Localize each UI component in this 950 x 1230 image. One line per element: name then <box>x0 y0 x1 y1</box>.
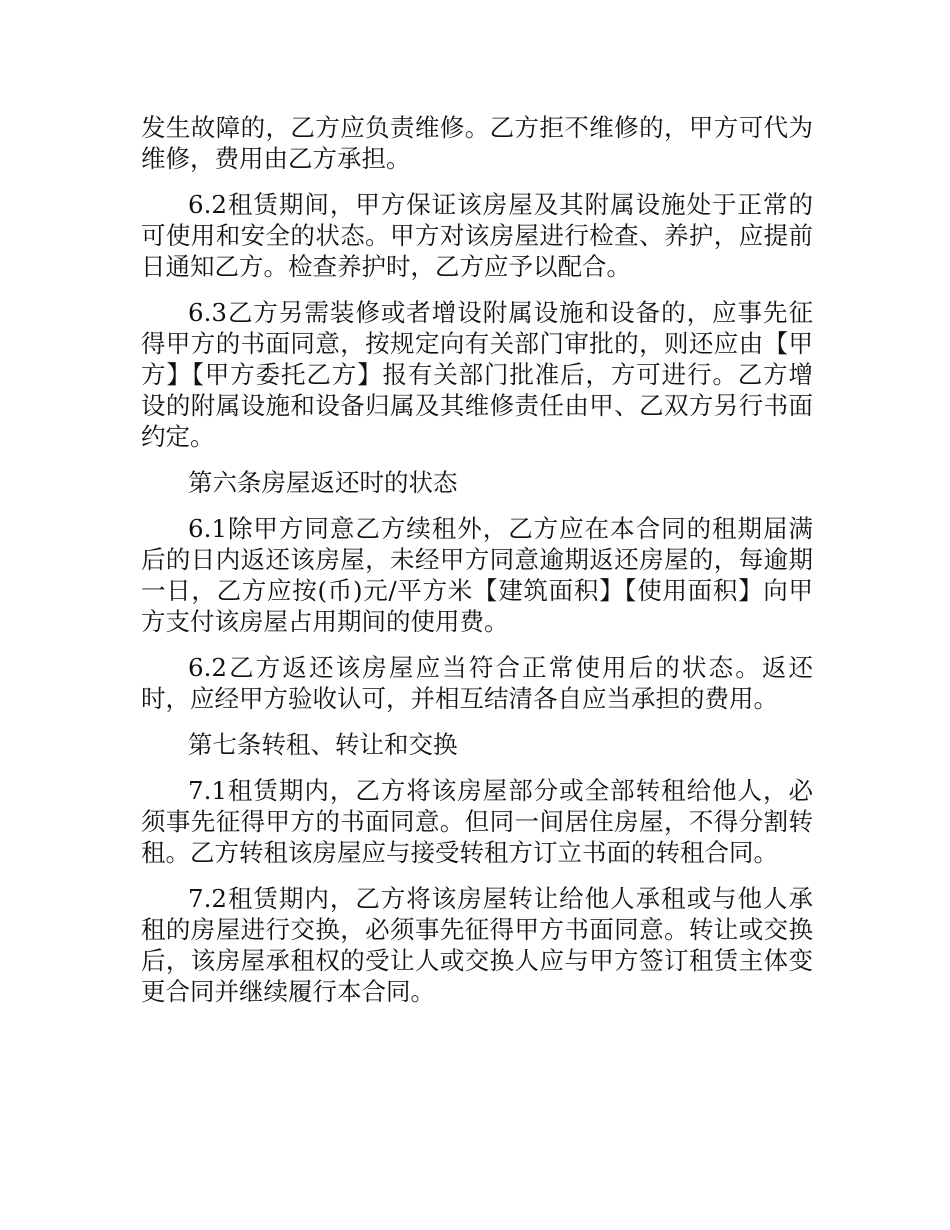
clause-6-1-return: 6.1除甲方同意乙方续租外，乙方应在本合同的租期届满后的日内返还该房屋，未经甲方同意逾期返还房屋的，每逾期一日，乙方应按(币)元/平方米【建筑面积】【使用面积】向甲方支付该房屋占用期间的使用费。 <box>141 514 813 636</box>
clause-7-1-sublease: 7.1租赁期内，乙方将该房屋部分或全部转租给他人，必须事先征得甲方的书面同意。但同一间居住房屋，不得分割转租。乙方转租该房屋应与接受转租方订立书面的转租合同。 <box>141 776 813 867</box>
article-6-heading: 第六条房屋返还时的状态 <box>188 468 458 497</box>
clause-6-3-renovation: 6.3乙方另需装修或者增设附属设施和设备的，应事先征得甲方的书面同意，按规定向有关部门审批的，则还应由【甲方】【甲方委托乙方】报有关部门批准后，方可进行。乙方增设的附属设施和设备归属及其维修责任由甲、乙双方另行书面约定。 <box>141 298 813 451</box>
paragraph-continued: 发生故障的，乙方应负责维修。乙方拒不维修的，甲方可代为维修，费用由乙方承担。 <box>141 113 813 173</box>
clause-7-2-transfer: 7.2租赁期内，乙方将该房屋转让给他人承租或与他人承租的房屋进行交换，必须事先征得甲方书面同意。转让或交换后，该房屋承租权的受让人或交换人应与甲方签订租赁主体变更合同并继续履行本合同。 <box>141 884 813 1006</box>
article-7-heading: 第七条转租、转让和交换 <box>188 730 458 759</box>
clause-6-2-maintenance: 6.2租赁期间，甲方保证该房屋及其附属设施处于正常的可使用和安全的状态。甲方对该房屋进行检查、养护，应提前日通知乙方。检查养护时，乙方应予以配合。 <box>141 190 813 281</box>
clause-6-2-return-condition: 6.2乙方返还该房屋应当符合正常使用后的状态。返还时，应经甲方验收认可，并相互结清各自应当承担的费用。 <box>141 653 813 713</box>
document-page <box>141 112 813 1022</box>
